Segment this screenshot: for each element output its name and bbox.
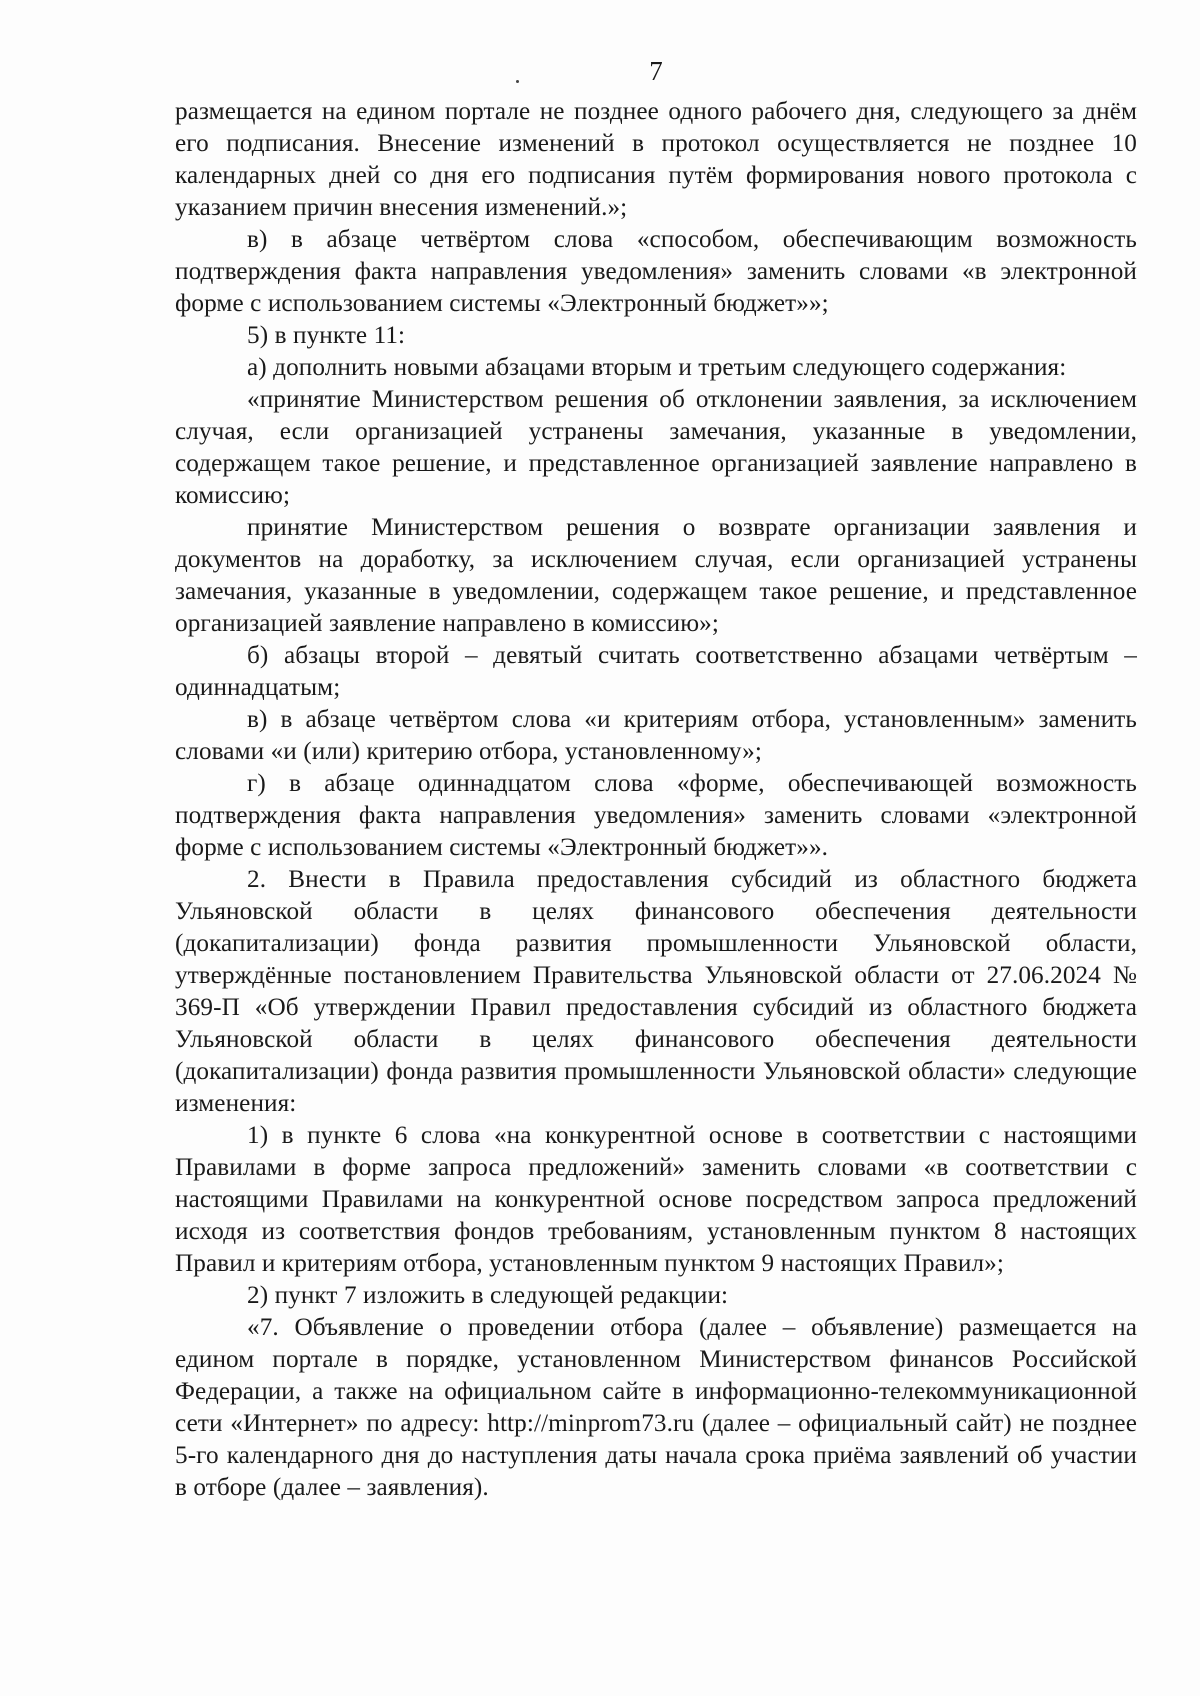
paragraph: в) в абзаце четвёртом слова «способом, обеспечивающим возможность подтверждения факта направления уведомления» заменить словами «в электронной форме с использованием системы «Электронный бюджет»»; [175, 226, 1137, 317]
document-body [175, 96, 1137, 1504]
paragraph: размещается на едином портале не позднее одного рабочего дня, следующего за днём его подписания. Внесение изменений в протокол осуществляется не позднее 10 календарных дней со дня его подписания путём формирования нового протокола с указанием причин внесения изменений.»; [175, 98, 1137, 221]
paragraph: б) абзацы второй – девятый считать соответственно абзацами четвёртым – одиннадцатым; [175, 642, 1137, 701]
paragraph: 5) в пункте 11: [247, 322, 406, 349]
paragraph: г) в абзаце одиннадцатом слова «форме, обеспечивающей возможность подтверждения факта направления уведомления» заменить словами «электронной форме с использованием системы «Электронный бюджет»». [175, 770, 1137, 861]
paragraph: а) дополнить новыми абзацами вторым и третьим следующего содержания: [247, 354, 1067, 381]
scan-speck [516, 80, 519, 83]
page-number: 7 [649, 56, 663, 86]
paragraph: «7. Объявление о проведении отбора (далее – объявление) размещается на едином портале в порядке, установленном Министерством финансов Российской Федерации, а также на официальном сайте в информационно-телекоммуникационной сети «Интернет» по адресу: http://minprom73.ru (далее – официальный сайт) не позднее 5-го календарного дня до наступления даты начала срока приёма заявлений об участии в отборе (далее – заявления). [175, 1314, 1137, 1501]
paragraph: 1) в пункте 6 слова «на конкурентной основе в соответствии с настоящими Правилами в форме запроса предложений» заменить словами «в соответствии с настоящими Правилами на конкурентной основе посредством запроса предложений исходя из соответствия фондов требованиям, установленным пунктом 8 настоящих Правил и критериям отбора, установленным пунктом 9 настоящих Правил»; [175, 1122, 1137, 1277]
paragraph: 2. Внести в Правила предоставления субсидий из областного бюджета Ульяновской области в целях финансового обеспечения деятельности (докапитализации) фонда развития промышленности Ульяновской области, утверждённые постановлением Правительства Ульяновской области от 27.06.2024 № 369-П «Об утверждении Правил предоставления субсидий из областного бюджета Ульяновской области в целях финансового обеспечения деятельности (докапитализации) фонда развития промышленности Ульяновской области» следующие изменения: [175, 866, 1137, 1117]
paragraph: 2) пункт 7 изложить в следующей редакции: [247, 1282, 729, 1309]
paragraph: принятие Министерством решения о возврате организации заявления и документов на доработку, за исключением случая, если организацией устранены замечания, указанные в уведомлении, содержащем такое решение, и представленное организацией заявление направлено в комиссию»; [175, 514, 1137, 637]
paragraph: «принятие Министерством решения об отклонении заявления, за исключением случая, если организацией устранены замечания, указанные в уведомлении, содержащем такое решение, и представленное организацией заявление направлено в комиссию; [175, 386, 1137, 509]
paragraph: в) в абзаце четвёртом слова «и критериям отбора, установленным» заменить словами «и (или) критерию отбора, установленному»; [175, 706, 1137, 765]
